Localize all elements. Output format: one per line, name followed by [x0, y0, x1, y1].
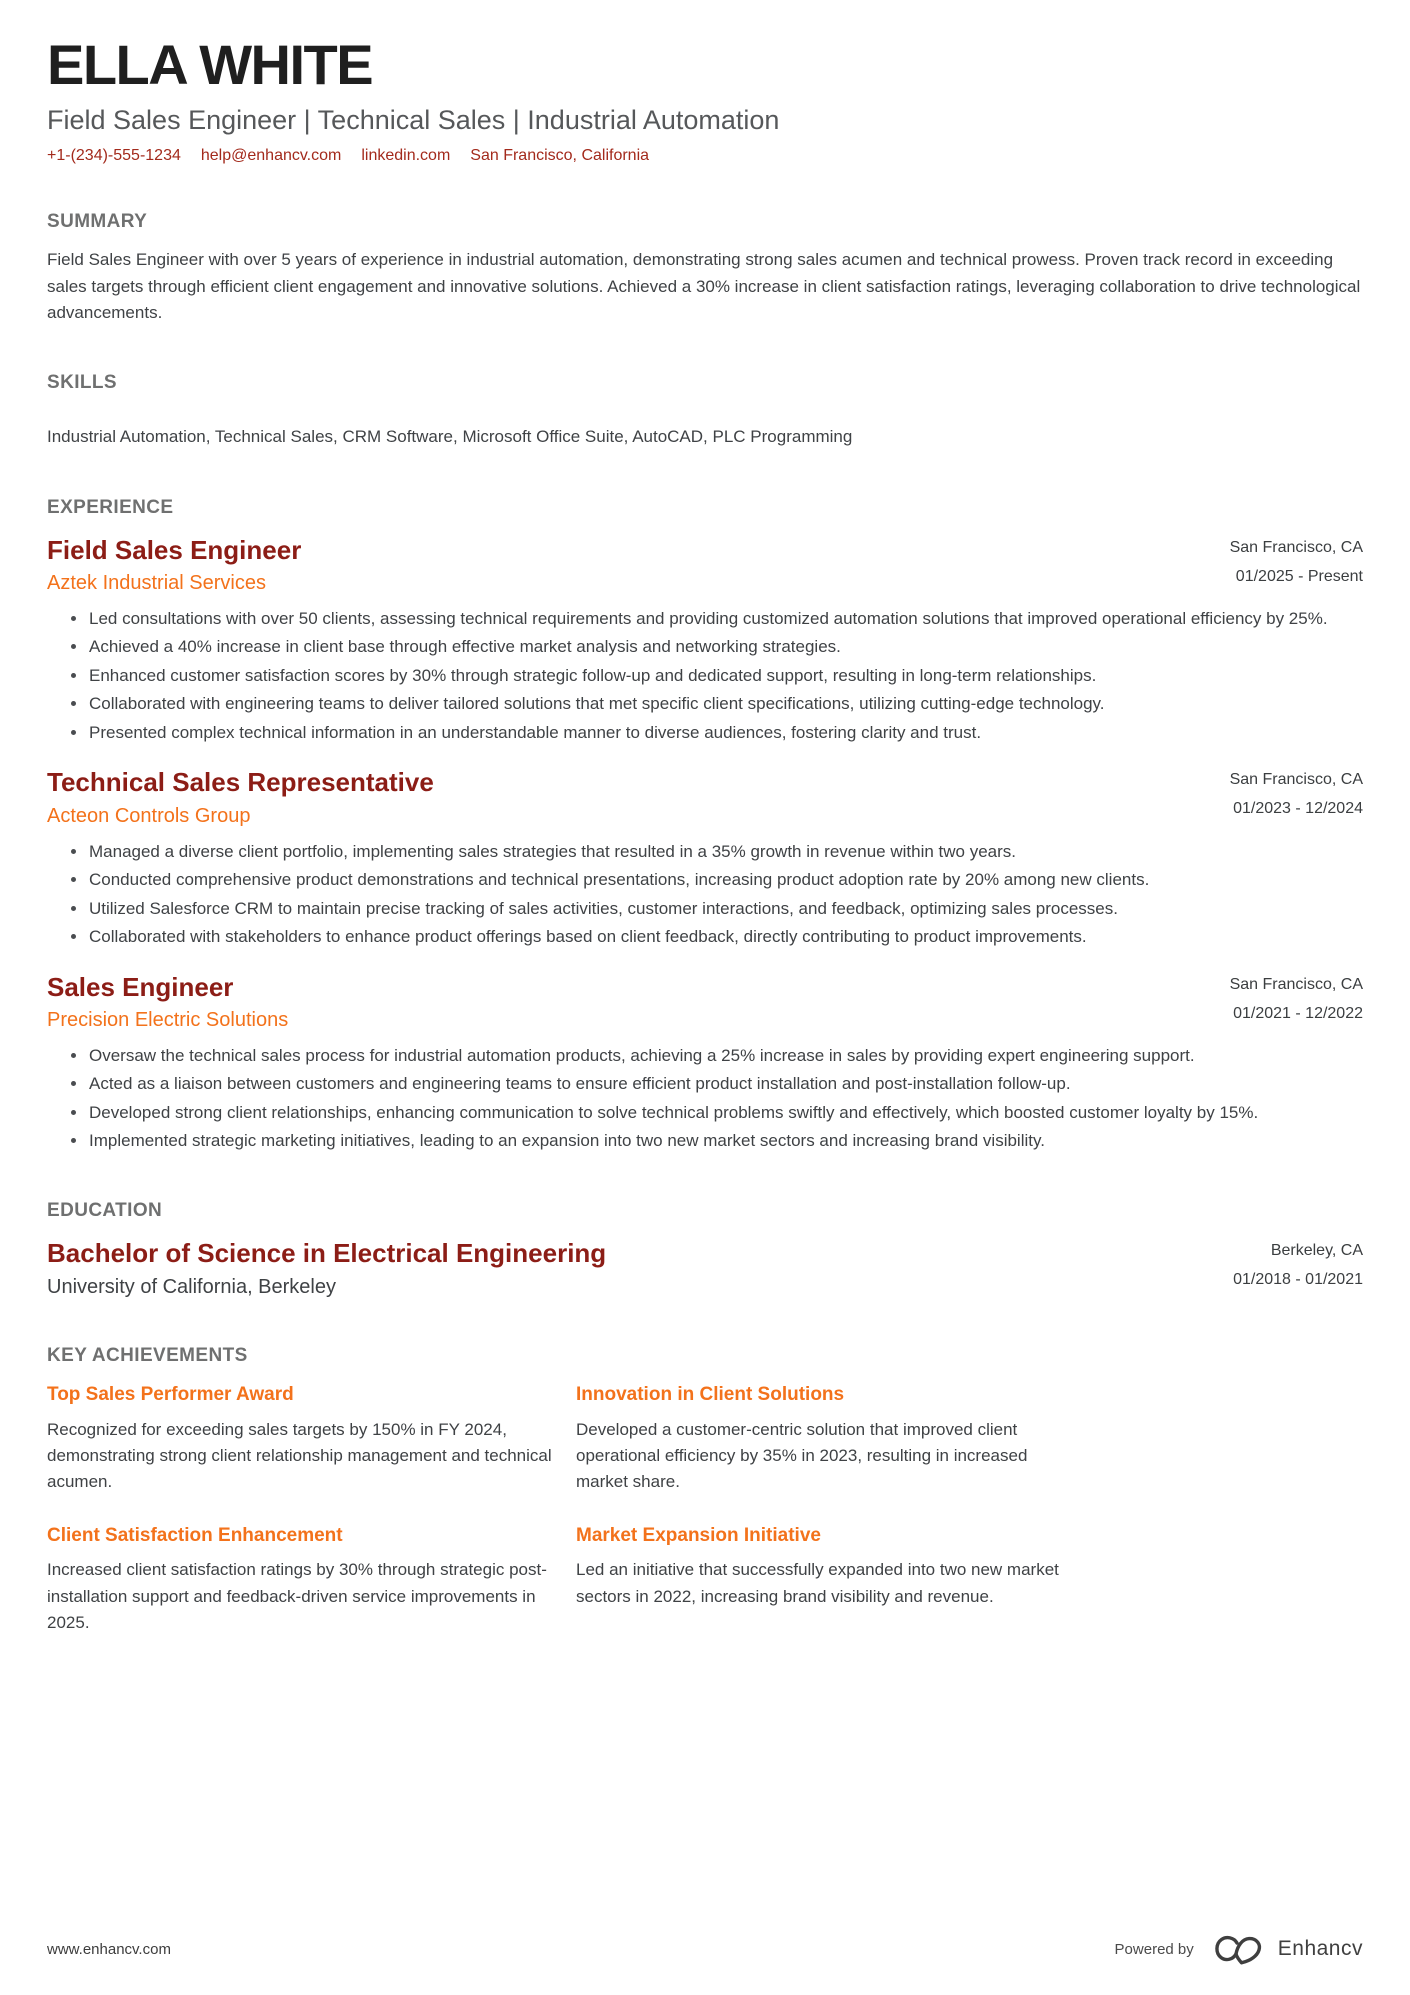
experience-entry-titles: [47, 535, 301, 596]
achievement-text: Developed a customer-centric solution that improved client operational efficiency by 35% in 2023, resulting in increased market share.: [576, 1419, 1028, 1492]
achievement-text: Recognized for exceeding sales targets by 150% in FY 2024, demonstrating strong client relationship management and technical acumen.: [47, 1419, 552, 1492]
job-bullet-list: [47, 606, 1363, 746]
enhancv-logo-icon: [1212, 1933, 1264, 1965]
job-company: Aztek Industrial Services: [47, 571, 266, 594]
summary-heading: SUMMARY: [47, 211, 148, 233]
job-bullet: Developed strong client relationships, enhancing communication to solve technical problems swiftly and effectively, which boosted customer loyalty by 15%.: [47, 1100, 1363, 1126]
skills-list: Industrial Automation, Technical Sales, CRM Software, Microsoft Office Suite, AutoCAD, PLC Programming: [47, 427, 853, 447]
contact-email[interactable]: help@enhancv.com: [200, 147, 342, 165]
achievement-title: Innovation in Client Solutions: [576, 1383, 845, 1405]
job-dates: 01/2023 - 12/2024: [1233, 800, 1363, 818]
achievement-title: Top Sales Performer Award: [47, 1383, 294, 1405]
education-entry: [47, 1238, 1363, 1299]
enhancv-wordmark: Enhancv: [1277, 1937, 1363, 1960]
achievement-title: Market Expansion Initiative: [576, 1524, 821, 1546]
job-bullet: Managed a diverse client portfolio, implementing sales strategies that resulted in a 35% growth in revenue within two years.: [47, 839, 1363, 865]
achievement-item: [47, 1524, 552, 1637]
skills-heading: SKILLS: [47, 372, 117, 394]
job-company: Acteon Controls Group: [47, 804, 251, 827]
powered-by-brand[interactable]: [1115, 1933, 1363, 1965]
education-heading: EDUCATION: [47, 1199, 163, 1221]
section-experience: [47, 497, 1363, 1154]
job-company: Precision Electric Solutions: [47, 1008, 289, 1031]
section-summary: [47, 211, 1363, 326]
degree-title: Bachelor of Science in Electrical Engineering: [47, 1237, 607, 1268]
contact-linkedin[interactable]: linkedin.com: [361, 147, 451, 165]
candidate-name: ELLA WHITE: [47, 33, 373, 96]
job-location: San Francisco, CA: [1229, 975, 1363, 993]
school-name: University of California, Berkeley: [47, 1275, 336, 1298]
job-meta: [1230, 972, 1363, 1023]
job-dates: 01/2025 - Present: [1235, 567, 1363, 585]
page-footer: [47, 1933, 1363, 1965]
summary-text: Field Sales Engineer with over 5 years of experience in industrial automation, demonstrating strong sales acumen and technical prowess. Proven track record in exceeding sales targets through efficient client engagement and innovative solutions. Achieved a 30% increase in client satisfaction ratings, leveraging collaboration to drive technological advancements.: [47, 250, 1361, 323]
job-bullet: Presented complex technical information in an understandable manner to diverse audiences, fostering clarity and trust.: [47, 720, 1363, 746]
job-bullet: Acted as a liaison between customers and engineering teams to ensure efficient product installation and post-installation follow-up.: [47, 1071, 1363, 1097]
section-skills: [47, 372, 1363, 450]
achievement-item: [576, 1524, 1081, 1637]
job-bullet: Collaborated with engineering teams to deliver tailored solutions that met specific client specifications, utilizing cutting-edge technology.: [47, 691, 1363, 717]
experience-heading: EXPERIENCE: [47, 496, 174, 518]
education-meta: [1233, 1238, 1363, 1289]
job-bullet-list: [47, 839, 1363, 950]
job-location: San Francisco, CA: [1229, 538, 1363, 556]
experience-entry-titles: [47, 972, 288, 1033]
job-bullet: Oversaw the technical sales process for industrial automation products, achieving a 25% increase in sales by providing expert engineering support.: [47, 1043, 1363, 1069]
job-title: Technical Sales Representative: [47, 767, 434, 798]
achievements-heading: KEY ACHIEVEMENTS: [47, 1344, 248, 1366]
experience-entry: [47, 535, 1363, 746]
job-dates: 01/2021 - 12/2022: [1233, 1004, 1363, 1022]
experience-entry: [47, 767, 1363, 949]
job-bullet: Enhanced customer satisfaction scores by 30% through strategic follow-up and dedicated support, resulting in long-term relationships.: [47, 663, 1363, 689]
contact-row: [47, 147, 1363, 165]
achievement-item: [576, 1383, 1081, 1496]
achievement-title: Client Satisfaction Enhancement: [47, 1524, 343, 1546]
experience-entry-header: [47, 767, 1363, 828]
job-bullet-list: [47, 1043, 1363, 1154]
job-title: Sales Engineer: [47, 971, 234, 1002]
job-meta: [1230, 767, 1363, 818]
enhancv-website-link[interactable]: www.enhancv.com: [47, 1940, 171, 1958]
achievement-item: [47, 1383, 552, 1496]
job-bullet: Conducted comprehensive product demonstrations and technical presentations, increasing product adoption rate by 20% among new clients.: [47, 867, 1363, 893]
powered-by-label: Powered by: [1114, 1940, 1194, 1958]
contact-location: San Francisco, California: [470, 147, 650, 165]
job-location: San Francisco, CA: [1229, 771, 1363, 789]
section-achievements: [47, 1345, 1363, 1636]
education-location: Berkeley, CA: [1270, 1241, 1363, 1259]
experience-entry-header: [47, 535, 1363, 596]
job-bullet: Utilized Salesforce CRM to maintain precise tracking of sales activities, customer interactions, and feedback, optimizing sales processes.: [47, 896, 1363, 922]
job-title: Field Sales Engineer: [47, 534, 302, 565]
experience-entry: [47, 972, 1363, 1154]
job-bullet: Collaborated with stakeholders to enhance product offerings based on client feedback, directly contributing to product improvements.: [47, 924, 1363, 950]
experience-entry-titles: [47, 767, 434, 828]
achievement-text: Led an initiative that successfully expanded into two new market sectors in 2022, increasing brand visibility and revenue.: [576, 1560, 1059, 1606]
education-entry-titles: [47, 1238, 606, 1299]
achievement-text: Increased client satisfaction ratings by 30% through strategic post-installation support and feedback-driven service improvements in 2025.: [47, 1560, 547, 1633]
job-bullet: Implemented strategic marketing initiatives, leading to an expansion into two new market sectors and increasing brand visibility.: [47, 1128, 1363, 1154]
job-bullet: Led consultations with over 50 clients, assessing technical requirements and providing customized automation solutions that improved operational efficiency by 25%.: [47, 606, 1363, 632]
achievements-grid: [47, 1383, 1363, 1636]
candidate-headline: Field Sales Engineer | Technical Sales | Industrial Automation: [47, 104, 780, 135]
contact-phone: +1-(234)-555-1234: [47, 147, 181, 165]
education-entry-header: [47, 1238, 1363, 1299]
job-meta: [1230, 535, 1363, 586]
experience-entry-header: [47, 972, 1363, 1033]
section-education: [47, 1200, 1363, 1299]
resume-header: [47, 34, 1363, 165]
job-bullet: Achieved a 40% increase in client base through effective market analysis and networking strategies.: [47, 634, 1363, 660]
education-dates: 01/2018 - 01/2021: [1233, 1270, 1363, 1288]
